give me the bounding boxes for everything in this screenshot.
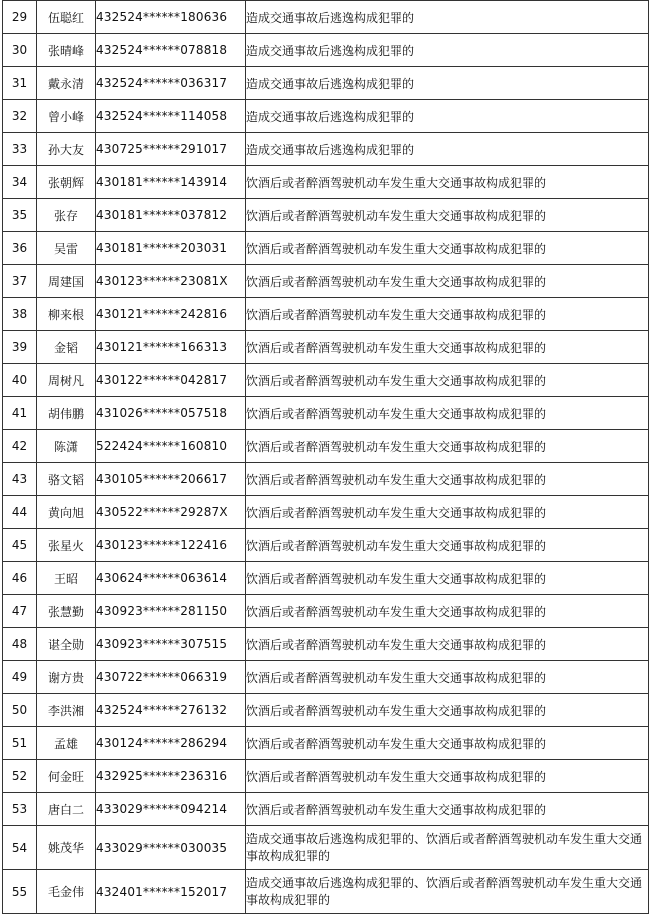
- offense-cell: 饮酒后或者醉酒驾驶机动车发生重大交通事故构成犯罪的: [246, 661, 649, 694]
- offense-cell: 饮酒后或者醉酒驾驶机动车发生重大交通事故构成犯罪的: [246, 529, 649, 562]
- table-row: [3, 870, 649, 914]
- table-row: [3, 529, 649, 562]
- id-number-cell: 430181******203031: [96, 232, 246, 265]
- offense-cell: 造成交通事故后逃逸构成犯罪的: [246, 100, 649, 133]
- id-number-cell: 430122******042817: [96, 364, 246, 397]
- offense-cell: 饮酒后或者醉酒驾驶机动车发生重大交通事故构成犯罪的: [246, 232, 649, 265]
- id-number-cell: 433029******030035: [96, 826, 246, 870]
- row-number-cell: 40: [3, 364, 37, 397]
- id-number-cell: 433029******094214: [96, 793, 246, 826]
- offense-cell: 饮酒后或者醉酒驾驶机动车发生重大交通事故构成犯罪的: [246, 430, 649, 463]
- name-cell: 柳来根: [37, 298, 96, 331]
- id-number-cell: 430121******242816: [96, 298, 246, 331]
- offense-cell: 造成交通事故后逃逸构成犯罪的: [246, 133, 649, 166]
- offense-cell: 饮酒后或者醉酒驾驶机动车发生重大交通事故构成犯罪的: [246, 364, 649, 397]
- table-row: [3, 760, 649, 793]
- name-cell: 孙大友: [37, 133, 96, 166]
- row-number-cell: 33: [3, 133, 37, 166]
- row-number-cell: 55: [3, 870, 37, 914]
- table-row: [3, 364, 649, 397]
- table-row: [3, 562, 649, 595]
- offense-cell: 饮酒后或者醉酒驾驶机动车发生重大交通事故构成犯罪的: [246, 166, 649, 199]
- offender-table: [2, 0, 649, 914]
- name-cell: 张星火: [37, 529, 96, 562]
- row-number-cell: 46: [3, 562, 37, 595]
- row-number-cell: 42: [3, 430, 37, 463]
- row-number-cell: 30: [3, 34, 37, 67]
- id-number-cell: 432524******114058: [96, 100, 246, 133]
- row-number-cell: 35: [3, 199, 37, 232]
- name-cell: 伍聪红: [37, 1, 96, 34]
- row-number-cell: 31: [3, 67, 37, 100]
- name-cell: 胡伟鹏: [37, 397, 96, 430]
- id-number-cell: 430181******143914: [96, 166, 246, 199]
- offense-cell: 造成交通事故后逃逸构成犯罪的、饮酒后或者醉酒驾驶机动车发生重大交通事故构成犯罪的: [246, 826, 649, 870]
- name-cell: 张存: [37, 199, 96, 232]
- offense-cell: 饮酒后或者醉酒驾驶机动车发生重大交通事故构成犯罪的: [246, 397, 649, 430]
- offense-cell: 饮酒后或者醉酒驾驶机动车发生重大交通事故构成犯罪的: [246, 265, 649, 298]
- name-cell: 黄向旭: [37, 496, 96, 529]
- name-cell: 李洪湘: [37, 694, 96, 727]
- table-row: [3, 133, 649, 166]
- name-cell: 毛金伟: [37, 870, 96, 914]
- id-number-cell: 430124******286294: [96, 727, 246, 760]
- offense-cell: 造成交通事故后逃逸构成犯罪的: [246, 1, 649, 34]
- id-number-cell: 430923******307515: [96, 628, 246, 661]
- name-cell: 金韬: [37, 331, 96, 364]
- name-cell: 张慧勤: [37, 595, 96, 628]
- offense-cell: 饮酒后或者醉酒驾驶机动车发生重大交通事故构成犯罪的: [246, 331, 649, 364]
- offense-cell: 饮酒后或者醉酒驾驶机动车发生重大交通事故构成犯罪的: [246, 463, 649, 496]
- offense-cell: 饮酒后或者醉酒驾驶机动车发生重大交通事故构成犯罪的: [246, 793, 649, 826]
- row-number-cell: 29: [3, 1, 37, 34]
- table-row: [3, 67, 649, 100]
- row-number-cell: 39: [3, 331, 37, 364]
- table-row: [3, 199, 649, 232]
- name-cell: 王昭: [37, 562, 96, 595]
- id-number-cell: 432524******180636: [96, 1, 246, 34]
- id-number-cell: 431026******057518: [96, 397, 246, 430]
- id-number-cell: 432524******276132: [96, 694, 246, 727]
- row-number-cell: 47: [3, 595, 37, 628]
- name-cell: 曾小峰: [37, 100, 96, 133]
- name-cell: 张朝辉: [37, 166, 96, 199]
- row-number-cell: 51: [3, 727, 37, 760]
- id-number-cell: 430123******122416: [96, 529, 246, 562]
- row-number-cell: 49: [3, 661, 37, 694]
- offense-cell: 饮酒后或者醉酒驾驶机动车发生重大交通事故构成犯罪的: [246, 562, 649, 595]
- table-row: [3, 463, 649, 496]
- table-row: [3, 397, 649, 430]
- name-cell: 谢方贵: [37, 661, 96, 694]
- row-number-cell: 45: [3, 529, 37, 562]
- name-cell: 姚茂华: [37, 826, 96, 870]
- offender-table-body: [3, 1, 649, 914]
- table-row: [3, 694, 649, 727]
- row-number-cell: 43: [3, 463, 37, 496]
- id-number-cell: 430181******037812: [96, 199, 246, 232]
- name-cell: 骆文韬: [37, 463, 96, 496]
- row-number-cell: 38: [3, 298, 37, 331]
- row-number-cell: 48: [3, 628, 37, 661]
- table-row: [3, 1, 649, 34]
- id-number-cell: 430121******166313: [96, 331, 246, 364]
- row-number-cell: 34: [3, 166, 37, 199]
- offense-cell: 饮酒后或者醉酒驾驶机动车发生重大交通事故构成犯罪的: [246, 760, 649, 793]
- id-number-cell: 430624******063614: [96, 562, 246, 595]
- table-row: [3, 826, 649, 870]
- offense-cell: 饮酒后或者醉酒驾驶机动车发生重大交通事故构成犯罪的: [246, 595, 649, 628]
- table-row: [3, 496, 649, 529]
- id-number-cell: 432524******036317: [96, 67, 246, 100]
- offense-cell: 造成交通事故后逃逸构成犯罪的: [246, 67, 649, 100]
- row-number-cell: 53: [3, 793, 37, 826]
- offense-cell: 饮酒后或者醉酒驾驶机动车发生重大交通事故构成犯罪的: [246, 727, 649, 760]
- table-row: [3, 331, 649, 364]
- name-cell: 孟雄: [37, 727, 96, 760]
- offense-cell: 饮酒后或者醉酒驾驶机动车发生重大交通事故构成犯罪的: [246, 628, 649, 661]
- table-row: [3, 100, 649, 133]
- offense-cell: 造成交通事故后逃逸构成犯罪的、饮酒后或者醉酒驾驶机动车发生重大交通事故构成犯罪的: [246, 870, 649, 914]
- row-number-cell: 54: [3, 826, 37, 870]
- row-number-cell: 36: [3, 232, 37, 265]
- offense-cell: 造成交通事故后逃逸构成犯罪的: [246, 34, 649, 67]
- id-number-cell: 432925******236316: [96, 760, 246, 793]
- table-row: [3, 793, 649, 826]
- table-row: [3, 265, 649, 298]
- name-cell: 周树凡: [37, 364, 96, 397]
- table-row: [3, 661, 649, 694]
- id-number-cell: 522424******160810: [96, 430, 246, 463]
- row-number-cell: 32: [3, 100, 37, 133]
- name-cell: 吴雷: [37, 232, 96, 265]
- id-number-cell: 430522******29287X: [96, 496, 246, 529]
- table-row: [3, 727, 649, 760]
- name-cell: 谌全勋: [37, 628, 96, 661]
- id-number-cell: 432401******152017: [96, 870, 246, 914]
- name-cell: 张晴峰: [37, 34, 96, 67]
- table-row: [3, 430, 649, 463]
- row-number-cell: 52: [3, 760, 37, 793]
- row-number-cell: 37: [3, 265, 37, 298]
- id-number-cell: 430923******281150: [96, 595, 246, 628]
- id-number-cell: 430725******291017: [96, 133, 246, 166]
- name-cell: 周建国: [37, 265, 96, 298]
- table-row: [3, 34, 649, 67]
- id-number-cell: 430105******206617: [96, 463, 246, 496]
- row-number-cell: 44: [3, 496, 37, 529]
- row-number-cell: 50: [3, 694, 37, 727]
- table-row: [3, 595, 649, 628]
- offense-cell: 饮酒后或者醉酒驾驶机动车发生重大交通事故构成犯罪的: [246, 496, 649, 529]
- table-row: [3, 232, 649, 265]
- id-number-cell: 430123******23081X: [96, 265, 246, 298]
- offense-cell: 饮酒后或者醉酒驾驶机动车发生重大交通事故构成犯罪的: [246, 199, 649, 232]
- name-cell: 何金旺: [37, 760, 96, 793]
- table-row: [3, 628, 649, 661]
- id-number-cell: 430722******066319: [96, 661, 246, 694]
- id-number-cell: 432524******078818: [96, 34, 246, 67]
- row-number-cell: 41: [3, 397, 37, 430]
- offense-cell: 饮酒后或者醉酒驾驶机动车发生重大交通事故构成犯罪的: [246, 694, 649, 727]
- name-cell: 戴永清: [37, 67, 96, 100]
- name-cell: 唐白二: [37, 793, 96, 826]
- table-row: [3, 166, 649, 199]
- table-row: [3, 298, 649, 331]
- offense-cell: 饮酒后或者醉酒驾驶机动车发生重大交通事故构成犯罪的: [246, 298, 649, 331]
- name-cell: 陈潇: [37, 430, 96, 463]
